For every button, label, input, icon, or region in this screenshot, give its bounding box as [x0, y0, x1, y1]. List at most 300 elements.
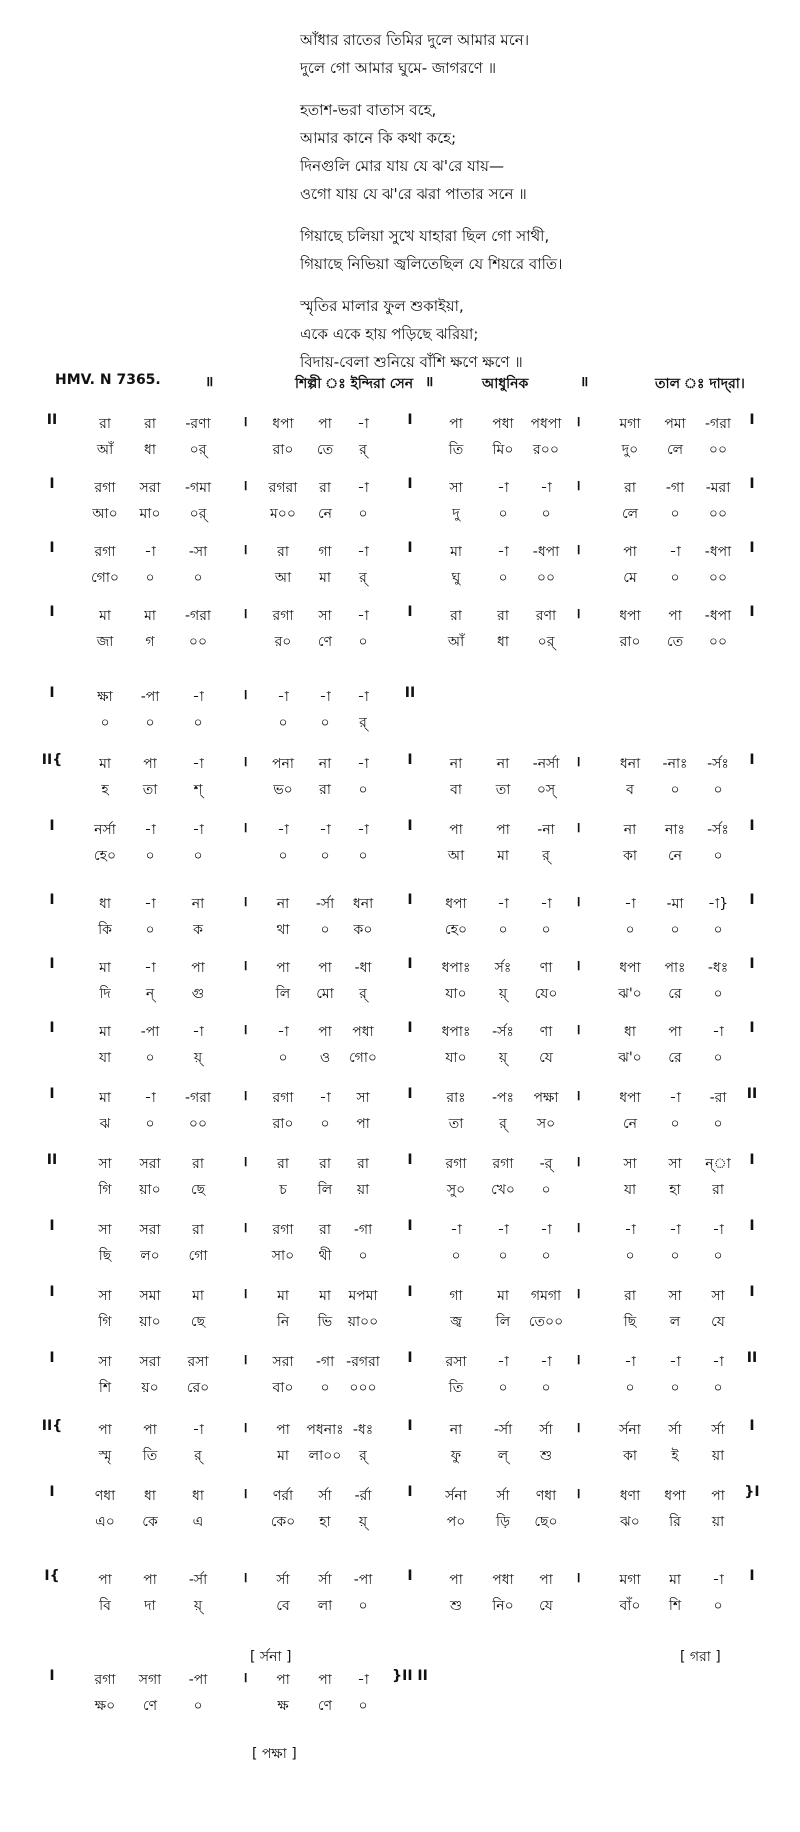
swara-note: -র্সঃ — [707, 822, 729, 838]
lyric-syllable: এ০ — [95, 1514, 115, 1530]
swara-note: রসা — [187, 1354, 209, 1370]
swara-note: -া — [319, 822, 331, 838]
swara-note: রগা — [272, 1222, 294, 1238]
lyric-line: আঁধার রাতের তিমির দুলে আমার মনে। — [300, 31, 530, 49]
swara-line — [0, 540, 800, 562]
swara-note: সা — [98, 1156, 112, 1172]
lyric-syllable: মো — [316, 986, 334, 1002]
lyric-syllable: য়া০ — [139, 1314, 161, 1330]
swara-note: সা — [668, 1156, 682, 1172]
lyric-syllable: ০ — [145, 922, 155, 938]
swara-note: পা — [668, 1024, 682, 1040]
lyric-syllable: লে — [621, 506, 639, 522]
lyric-syllable: আ — [447, 848, 465, 864]
bar-line: । — [242, 1154, 248, 1170]
bar-line: II — [404, 685, 416, 701]
lyric-syllable: ঝ — [99, 1116, 111, 1132]
notation-row — [0, 476, 800, 536]
bar-line: I — [49, 685, 55, 701]
swara-note: মা — [99, 960, 111, 976]
swara-note: রা — [277, 1156, 289, 1172]
swara-note: পা — [449, 822, 463, 838]
swara-note: -গরা — [185, 1090, 211, 1106]
lyric-syllable: লি — [275, 986, 291, 1002]
lyric-syllable: ০ — [320, 1116, 330, 1132]
swara-note: -পা — [353, 1572, 373, 1588]
swara-note: রা — [624, 1288, 636, 1304]
swara-note: সা — [98, 1354, 112, 1370]
lyric-syllable: লি — [317, 1182, 333, 1198]
bar-line: । — [242, 1220, 248, 1236]
lyric-syllable: ও — [319, 1050, 331, 1066]
swara-note: -র্ — [539, 1156, 553, 1172]
swara-note: ধণা — [619, 1488, 641, 1504]
lyric-syllable: ০ — [713, 848, 723, 864]
swara-note: মা — [144, 608, 156, 624]
swara-note: সা — [318, 608, 332, 624]
lyric-syllable: নি — [276, 1314, 290, 1330]
lyric-line: আমার কানে কি কথা কহে; — [300, 129, 457, 147]
swara-note: সা — [668, 1288, 682, 1304]
swara-note: -া — [357, 1672, 369, 1688]
swara-note: -া — [357, 544, 369, 560]
swara-note: না — [318, 756, 332, 772]
lyric-syllable: রি — [669, 1514, 681, 1530]
lyric-syllable: কা — [623, 848, 637, 864]
bar-line: I — [49, 1350, 55, 1366]
notation-row — [0, 604, 800, 664]
lyric-syllable: ০ — [145, 1050, 155, 1066]
bar-line: । — [242, 820, 248, 836]
swara-note: পা — [496, 822, 510, 838]
swara-note: না — [496, 756, 510, 772]
lyric-syllable: আঁ — [447, 634, 465, 650]
lyric-syllable: ০ — [358, 782, 368, 798]
lyric-syllable: ০ — [670, 570, 680, 586]
syllable-line — [0, 844, 800, 866]
swara-note: -া — [144, 544, 156, 560]
lyric-syllable: হে০ — [93, 848, 117, 864]
lyric-syllable: র্ — [359, 715, 367, 731]
lyric-line: বিদায়-বেলা শুনিয়ে বাঁশি ক্ষণে ক্ষণে ॥ — [300, 353, 523, 371]
swara-note: পধপা — [530, 416, 562, 432]
lyric-syllable: যা — [623, 1182, 637, 1198]
bar-line: I — [407, 1418, 413, 1434]
swara-note: ধপাঃ — [441, 1024, 471, 1040]
swara-note: -া — [712, 1024, 724, 1040]
swara-note: -গা — [665, 480, 685, 496]
lyric-syllable: বে — [276, 1598, 290, 1614]
lyric-syllable: ০ — [541, 1248, 551, 1264]
syllable-line — [0, 1178, 800, 1200]
bar-line: I — [749, 540, 755, 556]
bar-line: । — [242, 1088, 248, 1104]
swara-note: ণর্রা — [272, 1488, 294, 1504]
lyric-syllable: ই — [671, 1448, 679, 1464]
lyric-syllable: থা — [276, 922, 290, 938]
swara-note: সগা — [138, 1672, 162, 1688]
lyric-syllable: ল০ — [140, 1248, 160, 1264]
lyric-syllable: ছি — [623, 1314, 637, 1330]
swara-note: রগরা — [268, 480, 298, 496]
notation-row — [0, 892, 800, 952]
syllable-line — [0, 982, 800, 1004]
lyric-syllable: ০ — [713, 1050, 723, 1066]
bar-line: । — [242, 606, 248, 622]
swara-note: -সা — [188, 544, 208, 560]
lyric-syllable: ০ — [320, 922, 330, 938]
swara-note: গা — [318, 544, 332, 560]
lyric-syllable: র্ — [359, 570, 367, 586]
swara-note: র্সনা — [445, 1488, 467, 1504]
swara-note: -া — [540, 1222, 552, 1238]
swara-note: পা — [143, 1572, 157, 1588]
bar-line: I — [407, 1152, 413, 1168]
lyric-syllable: হ — [101, 782, 109, 798]
swara-note: পা — [276, 960, 290, 976]
lyric-syllable: শু — [449, 1598, 463, 1614]
lyric-syllable: যে০ — [534, 986, 558, 1002]
lyric-syllable: বি — [99, 1598, 111, 1614]
swara-note: পা — [143, 756, 157, 772]
swara-note: সা — [711, 1288, 725, 1304]
lyric-syllable: ০ — [670, 506, 680, 522]
lyric-syllable: জা — [96, 634, 114, 650]
bar-line: । — [575, 754, 581, 770]
swara-note: -া — [540, 1354, 552, 1370]
lyric-syllable: ধা — [144, 442, 156, 458]
lyric-syllable: য়্ — [498, 1050, 508, 1066]
swara-note: -না — [537, 822, 555, 838]
genre: আধুনিক — [482, 376, 529, 392]
lyric-syllable: ছে — [190, 1182, 206, 1198]
bar-line: I — [49, 1484, 55, 1500]
swara-note: নাঃ — [665, 822, 685, 838]
swara-note: ধপা — [445, 896, 467, 912]
swara-note: -া — [357, 480, 369, 496]
lyric-syllable: লা০০ — [308, 1448, 342, 1464]
lyric-syllable: য়া০০ — [347, 1314, 379, 1330]
lyric-syllable: চ — [279, 1182, 287, 1198]
bar-line: I — [407, 1086, 413, 1102]
swara-note: পা — [191, 960, 205, 976]
swara-note: -নাঃ — [662, 756, 688, 772]
notation-row — [0, 818, 800, 878]
lyric-syllable: ন্ — [145, 986, 155, 1002]
bar-line: । — [575, 606, 581, 622]
bar-line: I — [407, 956, 413, 972]
lyric-syllable: ল — [669, 1314, 681, 1330]
notation-row — [0, 1284, 800, 1344]
bar-line: । — [242, 894, 248, 910]
syllable-line — [0, 566, 800, 588]
swara-note: পা — [449, 416, 463, 432]
swara-note: মা — [99, 1090, 111, 1106]
lyric-syllable: মা — [319, 570, 331, 586]
swara-note: পধা — [492, 1572, 514, 1588]
swara-note: -া — [277, 822, 289, 838]
lyric-syllable: য়া — [711, 1448, 725, 1464]
swara-note: -া — [540, 480, 552, 496]
swara-note: র্সা — [276, 1572, 290, 1588]
swara-note: ণধা — [94, 1488, 116, 1504]
swara-note: -া — [357, 756, 369, 772]
bar-line: । — [575, 1286, 581, 1302]
lyric-syllable: ০ — [358, 1698, 368, 1714]
lyric-syllable: তে — [666, 634, 684, 650]
swara-note: ধপাঃ — [441, 960, 471, 976]
swara-note: ধনা — [352, 896, 374, 912]
syllable-line — [0, 918, 800, 940]
lyric-line: হতাশ-ভরা বাতাস বহে, — [300, 101, 437, 119]
lyric-syllable: ক্ষ০ — [94, 1698, 116, 1714]
lyric-syllable: র্ — [359, 986, 367, 1002]
lyric-syllable: রে — [668, 986, 682, 1002]
lyric-syllable: গো — [188, 1248, 208, 1264]
swara-note: ধা — [99, 896, 111, 912]
record-number: HMV. N 7365. — [55, 372, 161, 388]
swara-note: পা — [711, 1488, 725, 1504]
lyric-syllable: ণে — [317, 1698, 333, 1714]
lyric-syllable: ০ — [498, 1380, 508, 1396]
lyric-syllable: শি — [98, 1380, 112, 1396]
swara-note: -ধপা — [532, 544, 560, 560]
swara-note: সা — [356, 1090, 370, 1106]
notation-row — [0, 685, 800, 745]
swara-note: -গা — [315, 1354, 335, 1370]
lyric-syllable: ০ — [670, 1116, 680, 1132]
swara-note: -া — [192, 756, 204, 772]
lyric-syllable: লা — [317, 1598, 333, 1614]
swara-note: -া — [669, 544, 681, 560]
lyric-syllable: ০ — [498, 922, 508, 938]
lyric-syllable: ০ — [625, 922, 635, 938]
lyric-syllable: যা০ — [445, 986, 467, 1002]
bar-line: । — [242, 958, 248, 974]
bar-line: I — [749, 752, 755, 768]
bar-line: । — [575, 478, 581, 494]
bar-line: । — [242, 1352, 248, 1368]
swara-note: মা — [192, 1288, 204, 1304]
bar-line: । — [575, 1486, 581, 1502]
syllable-line — [0, 1510, 800, 1532]
lyric-syllable: গ — [145, 634, 155, 650]
lyric-syllable: ০ — [713, 1380, 723, 1396]
lyric-syllable: ল্ — [497, 1448, 509, 1464]
lyric-syllable: গো০ — [348, 1050, 378, 1066]
lyric-syllable: ম০০ — [270, 506, 296, 522]
lyric-syllable: ব — [626, 782, 634, 798]
swara-note: -া — [192, 1024, 204, 1040]
syllable-line — [0, 1244, 800, 1266]
swara-note: -গা — [353, 1222, 373, 1238]
swara-note: ধপা — [664, 1488, 686, 1504]
lyric-syllable: র০০ — [533, 442, 559, 458]
bar-line: । — [242, 1420, 248, 1436]
lyric-syllable: ০ — [320, 1380, 330, 1396]
bar-line: II — [746, 1350, 758, 1366]
syllable-line — [0, 1376, 800, 1398]
lyric-syllable: হা — [669, 1182, 681, 1198]
lyric-syllable: রে০ — [186, 1380, 210, 1396]
lyric-syllable: সা০ — [271, 1248, 295, 1264]
swara-note: রা — [450, 608, 462, 624]
syllable-line — [0, 1112, 800, 1134]
lyric-syllable: যে — [539, 1598, 553, 1614]
swara-note: -র্সা — [493, 1422, 513, 1438]
swara-line — [0, 412, 800, 434]
swara-note: র্সনা — [619, 1422, 641, 1438]
swara-note: র্সা — [539, 1422, 553, 1438]
lyric-syllable: শু — [539, 1448, 553, 1464]
bar-line: I — [407, 1020, 413, 1036]
notation-row — [0, 956, 800, 1016]
swara-line — [0, 476, 800, 498]
notation-row — [0, 1020, 800, 1080]
lyric-syllable: ০ — [713, 1248, 723, 1264]
lyric-syllable: মা — [277, 1448, 289, 1464]
lyric-syllable: য়্ — [358, 1514, 368, 1530]
swara-note: সরা — [272, 1354, 294, 1370]
lyric-syllable: ০ — [670, 922, 680, 938]
bar-line: I — [407, 752, 413, 768]
swara-note: -া — [192, 822, 204, 838]
lyric-syllable: যা — [98, 1050, 112, 1066]
lyric-syllable: ০ — [320, 848, 330, 864]
swara-note: পা — [668, 608, 682, 624]
swara-note: -া — [497, 544, 509, 560]
notation-row — [0, 1218, 800, 1278]
bar-line: I — [407, 604, 413, 620]
bar-line: I — [49, 1284, 55, 1300]
lyric-syllable: ০ — [713, 922, 723, 938]
lyric-syllable: ভি — [317, 1314, 333, 1330]
lyric-syllable: ০ — [193, 570, 203, 586]
bar-line: I — [49, 818, 55, 834]
swara-note: মা — [99, 756, 111, 772]
bar-line: I — [49, 1086, 55, 1102]
notation-row — [0, 1484, 800, 1544]
swara-note: -নর্সা — [532, 756, 560, 772]
lyric-syllable: পা — [356, 1116, 370, 1132]
swara-note: -া — [624, 896, 636, 912]
bar-line: I — [49, 892, 55, 908]
swara-note: পা — [318, 1024, 332, 1040]
swara-note: রা — [319, 1156, 331, 1172]
bar-line: । — [575, 1088, 581, 1104]
lyric-syllable: দু০ — [621, 442, 639, 458]
swara-line — [0, 685, 800, 707]
ornament-annotation: [ র্সনা ] — [250, 1649, 292, 1665]
swara-note: না — [449, 1422, 463, 1438]
lyric-syllable: আ০ — [92, 506, 118, 522]
swara-note: ন্‌া — [705, 1156, 731, 1172]
swara-note: পা — [318, 416, 332, 432]
syllable-line — [0, 630, 800, 652]
bar-line: । — [242, 1486, 248, 1502]
lyric-syllable: আ — [274, 570, 292, 586]
swara-note: রা — [192, 1222, 204, 1238]
swara-note: -া — [319, 1090, 331, 1106]
bar-line: । — [242, 754, 248, 770]
lyric-syllable: স০ — [536, 1116, 556, 1132]
swara-note: মা — [319, 1288, 331, 1304]
lyric-syllable: এ — [192, 1514, 204, 1530]
bar-line: I — [749, 1152, 755, 1168]
bar-line: I — [407, 1484, 413, 1500]
bar-line: I — [49, 540, 55, 556]
lyric-syllable: ক০ — [353, 922, 373, 938]
lyric-syllable: ০ — [713, 986, 723, 1002]
swara-line — [0, 892, 800, 914]
bar-line: I — [49, 1668, 55, 1684]
swara-note: -া — [497, 896, 509, 912]
bar-line: II — [746, 1086, 758, 1102]
bar-line: । — [242, 1670, 248, 1686]
lyric-syllable: প০ — [446, 1514, 466, 1530]
swara-note: -র্সঃ — [492, 1024, 514, 1040]
swara-note: র্সা — [318, 1572, 332, 1588]
artist-name: শিল্পী ঃ ইন্দিরা সেন — [295, 376, 414, 392]
lyric-syllable: র্ — [499, 1116, 507, 1132]
swara-note: পা — [98, 1572, 112, 1588]
bar-line: I — [49, 956, 55, 972]
lyric-syllable: ০ — [100, 715, 110, 731]
swara-note: -রণা — [185, 416, 211, 432]
swara-note: রাঃ — [446, 1090, 466, 1106]
swara-note: -া — [497, 480, 509, 496]
swara-note: -া — [144, 822, 156, 838]
lyric-syllable: নে — [667, 848, 683, 864]
bar-line: । — [242, 1022, 248, 1038]
lyric-syllable: রে — [668, 1050, 682, 1066]
lyric-syllable: র০ — [274, 634, 292, 650]
lyric-syllable: ণে — [142, 1698, 158, 1714]
swara-note: -া — [624, 1222, 636, 1238]
swara-note: পমা — [664, 416, 686, 432]
syllable-line — [0, 438, 800, 460]
syllable-line — [0, 1594, 800, 1616]
lyric-syllable: ০০ — [188, 634, 208, 650]
lyric-syllable: ড়ি — [496, 1514, 510, 1530]
swara-note: -ধপা — [704, 608, 732, 624]
swara-note: পক্ষা — [533, 1090, 559, 1106]
lyric-syllable: ক্ষ — [277, 1698, 289, 1714]
lyric-syllable: যে — [539, 1050, 553, 1066]
swara-line — [0, 956, 800, 978]
swara-note: রা — [277, 544, 289, 560]
notation-row — [0, 1152, 800, 1212]
lyric-syllable: বা০ — [272, 1380, 294, 1396]
swara-note: -রগরা — [346, 1354, 380, 1370]
lyric-syllable: ০ — [358, 506, 368, 522]
swara-note: মা — [669, 1572, 681, 1588]
swara-note: পা — [318, 960, 332, 976]
bar-line: । — [575, 414, 581, 430]
swara-note: -া — [144, 960, 156, 976]
lyric-syllable: ছে — [190, 1314, 206, 1330]
bar-line: II{ — [41, 752, 63, 768]
bar-line: I — [749, 1020, 755, 1036]
swara-note: ণধা — [535, 1488, 557, 1504]
bar-line: । — [575, 958, 581, 974]
swara-note: -গরা — [185, 608, 211, 624]
lyric-syllable: মা০ — [139, 506, 161, 522]
swara-note: -া — [144, 1090, 156, 1106]
swara-note: পা — [623, 544, 637, 560]
lyric-syllable: তি — [448, 1380, 464, 1396]
swara-note: নর্সা — [94, 822, 116, 838]
